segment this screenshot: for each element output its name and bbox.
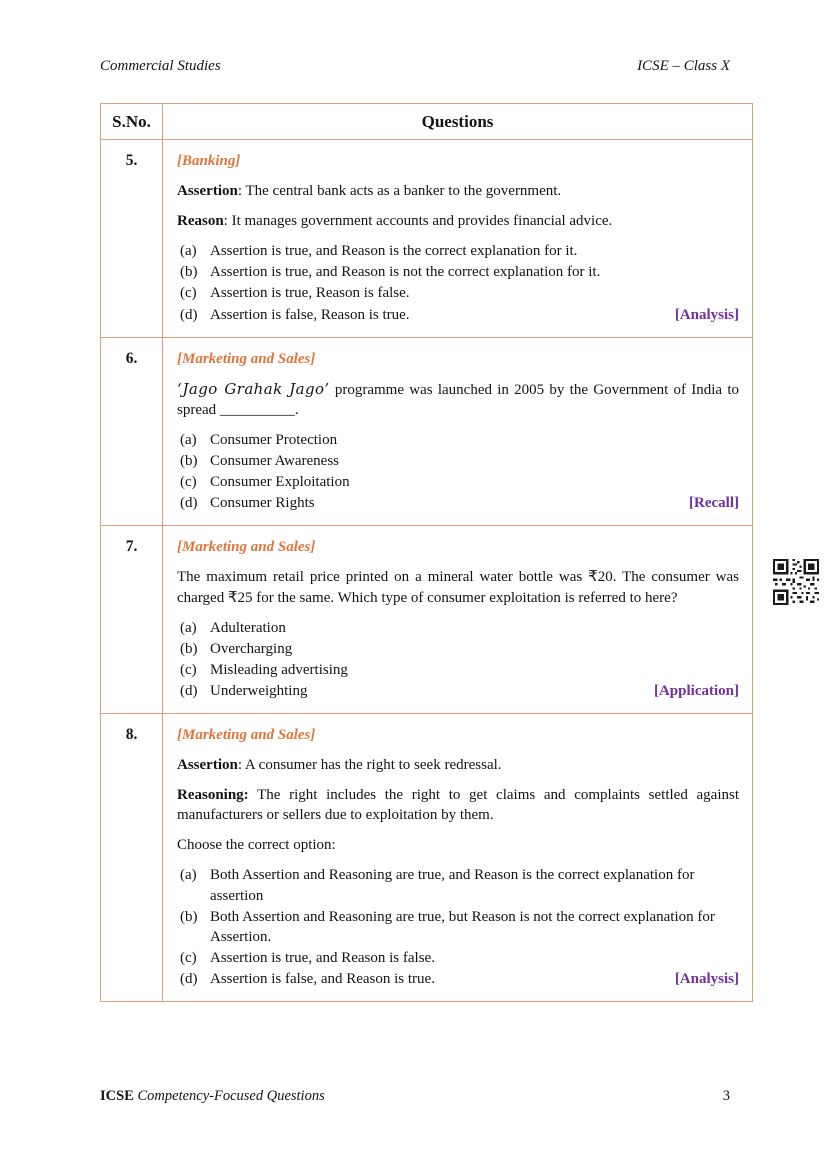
- option-letter: (b): [180, 453, 198, 470]
- footer-title-bold: ICSE: [100, 1088, 134, 1104]
- option-text: Consumer Exploitation: [210, 474, 350, 491]
- option-b: [177, 639, 739, 659]
- question-category: [Marketing and Sales]: [177, 350, 316, 367]
- column-header-sno: S.No.: [101, 104, 163, 139]
- option-a: [177, 241, 739, 261]
- option-d: [177, 969, 739, 989]
- reason-text: : It manages government accounts and provides financial advice.: [223, 213, 613, 230]
- question-number: 6.: [101, 338, 163, 526]
- option-letter: (a): [180, 431, 197, 448]
- option-letter: (c): [180, 285, 197, 302]
- option-text: Assertion is false, and Reason is true.: [210, 970, 435, 987]
- assertion-text: : A consumer has the right to seek redressal.: [237, 757, 502, 774]
- page-footer: [100, 1088, 730, 1105]
- question-text-paragraph: [177, 567, 739, 607]
- option-text: Misleading advertising: [210, 661, 348, 678]
- skill-tag: [Recall]: [689, 495, 739, 512]
- header-subject: Commercial Studies: [100, 58, 221, 74]
- qr-code: [773, 559, 819, 605]
- option-text: Consumer Protection: [210, 431, 338, 448]
- option-letter: (c): [180, 661, 197, 678]
- option-letter: (b): [180, 908, 198, 925]
- question-text-paragraph: [177, 379, 739, 420]
- option-letter: (a): [180, 243, 197, 260]
- reason-paragraph: [177, 211, 739, 231]
- skill-tag: [Analysis]: [674, 970, 739, 987]
- assertion-label: Assertion: [177, 183, 238, 200]
- option-c: [177, 660, 739, 680]
- option-text: Both Assertion and Reasoning are true, and Reason is the correct explanation for assertion: [210, 867, 695, 904]
- question-body: [163, 140, 752, 337]
- options-list: [177, 241, 739, 324]
- option-c: [177, 283, 739, 303]
- question-category: [Marketing and Sales]: [177, 539, 316, 556]
- options-list: [177, 865, 739, 989]
- question-body: [163, 526, 752, 713]
- options-list: [177, 618, 739, 701]
- qr-code-graphic: [773, 559, 819, 605]
- option-letter: (d): [180, 682, 198, 699]
- option-b: [177, 907, 739, 947]
- option-b: [177, 262, 739, 282]
- choose-option-line: Choose the correct option:: [177, 837, 336, 854]
- option-a: [177, 430, 739, 450]
- option-c: [177, 472, 739, 492]
- assertion-label: Assertion: [177, 757, 238, 774]
- option-text: Consumer Rights: [210, 495, 315, 512]
- reason-label: Reason: [177, 213, 224, 230]
- skill-tag: [Application]: [653, 682, 739, 699]
- option-letter: (c): [180, 949, 197, 966]
- assertion-text: : The central bank acts as a banker to the government.: [237, 183, 562, 200]
- option-letter: (b): [180, 640, 198, 657]
- reasoning-text: The right includes the right to get claims and complaints settled against manufacturers or sellers due to exploitation by them.: [177, 787, 739, 824]
- option-text: Overcharging: [210, 640, 293, 657]
- question-number: 7.: [101, 526, 163, 713]
- option-d: [177, 493, 739, 513]
- option-letter: (a): [180, 867, 197, 884]
- option-a: [177, 865, 739, 905]
- option-text: Consumer Awareness: [210, 453, 340, 470]
- option-b: [177, 451, 739, 471]
- option-text: Both Assertion and Reasoning are true, but Reason is not the correct explanation for Assertion.: [210, 908, 715, 945]
- question-body: [163, 338, 752, 526]
- option-letter: (d): [180, 306, 198, 323]
- question-number: 5.: [101, 140, 163, 337]
- reasoning-label: Reasoning:: [177, 787, 249, 804]
- header-class: ICSE – Class X: [637, 58, 730, 74]
- option-letter: (d): [180, 970, 198, 987]
- option-text: Assertion is false, Reason is true.: [210, 306, 410, 323]
- footer-title: [100, 1088, 325, 1105]
- option-text: Assertion is true, Reason is false.: [210, 285, 410, 302]
- column-header-questions: Questions: [421, 112, 494, 131]
- option-d: [177, 681, 739, 701]
- option-text: Adulteration: [210, 619, 286, 636]
- questions-table: [100, 103, 753, 1002]
- question-body: [163, 714, 752, 1001]
- option-letter: (c): [180, 474, 197, 491]
- footer-title-italic: Competency-Focused Questions: [133, 1088, 325, 1104]
- page-number: 3: [722, 1088, 730, 1104]
- table-header-row: [101, 104, 752, 139]
- question-category: [Marketing and Sales]: [177, 726, 316, 743]
- option-text: Assertion is true, and Reason is not the correct explanation for it.: [210, 264, 601, 281]
- question-row-7: [101, 525, 752, 713]
- option-a: [177, 618, 739, 638]
- question-number: 8.: [101, 714, 163, 1001]
- reasoning-paragraph: [177, 785, 739, 825]
- question-row-5: [101, 139, 752, 337]
- skill-tag: [Analysis]: [674, 306, 739, 323]
- page-header: [100, 58, 730, 75]
- question-text: programme was launched in 2005 by the Government of India to spread __________.: [177, 381, 740, 418]
- option-c: [177, 948, 739, 968]
- option-d: [177, 305, 739, 325]
- question-row-6: [101, 337, 752, 526]
- option-letter: (d): [180, 495, 198, 512]
- assertion-paragraph: [177, 755, 739, 775]
- question-text: The maximum retail price printed on a mineral water bottle was ₹20. The consumer was charged ₹25 for the same. Which type of consumer exploitation is referred to here?: [177, 569, 739, 606]
- option-text: Underweighting: [210, 682, 308, 699]
- question-row-8: [101, 713, 752, 1001]
- options-list: [177, 430, 739, 513]
- scheme-name-script: ‘Jago Grahak Jago’: [177, 379, 330, 398]
- option-letter: (a): [180, 619, 197, 636]
- question-category: [Banking]: [177, 153, 241, 169]
- assertion-paragraph: [177, 181, 739, 201]
- option-text: Assertion is true, and Reason is the correct explanation for it.: [210, 243, 578, 260]
- option-text: Assertion is true, and Reason is false.: [210, 949, 435, 966]
- option-letter: (b): [180, 264, 198, 281]
